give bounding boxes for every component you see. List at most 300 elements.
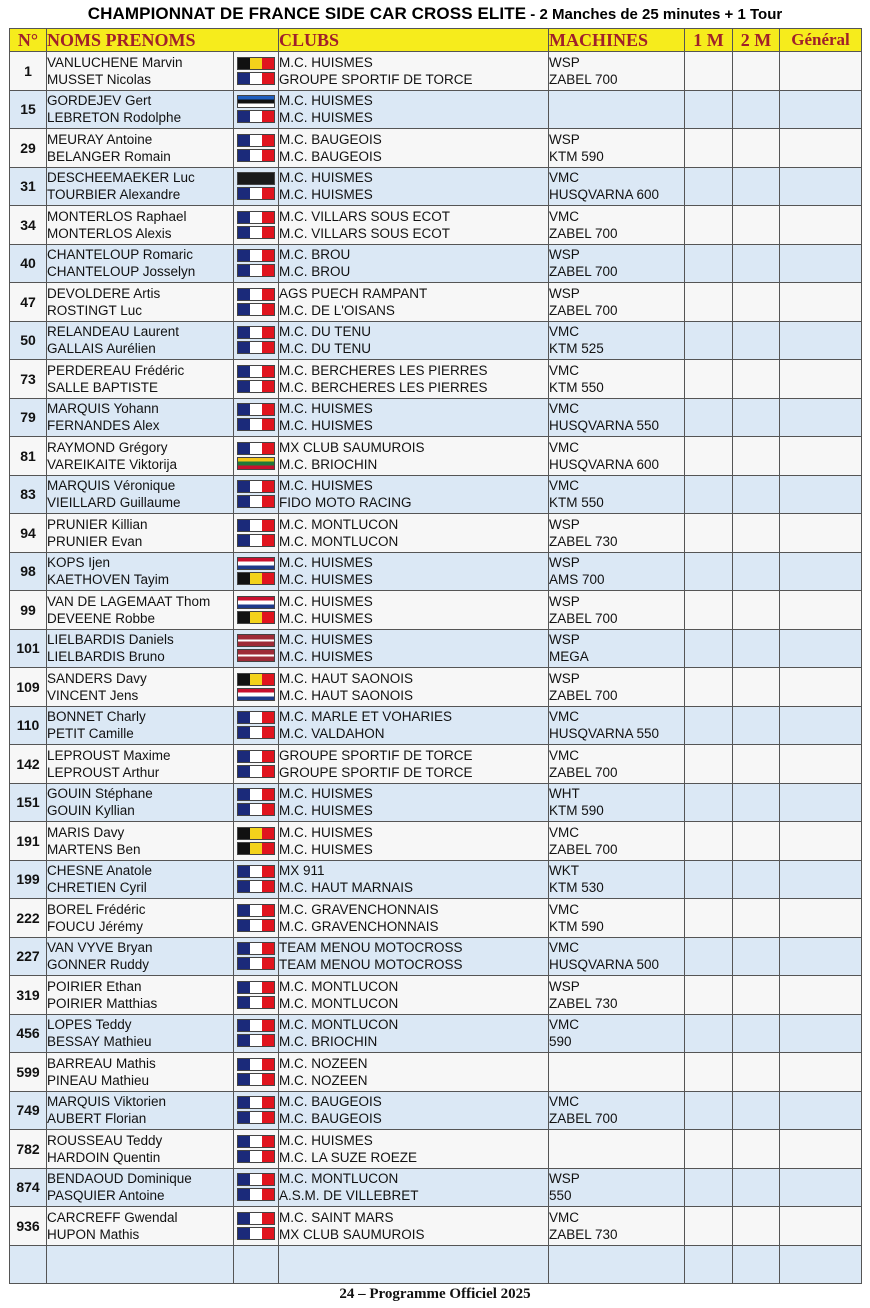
nationality-flags — [234, 52, 279, 91]
flag-fr-icon — [237, 726, 275, 739]
general-result — [780, 206, 862, 245]
flag-fr-icon — [237, 110, 275, 123]
crew-names — [47, 1014, 234, 1053]
crew-clubs — [279, 129, 549, 168]
club-name: GROUPE SPORTIF DE TORCE — [279, 71, 473, 87]
crew-clubs — [279, 899, 549, 938]
crew-clubs — [279, 1130, 549, 1169]
driver-name: POIRIER Ethan — [47, 978, 142, 994]
driver-name: VANLUCHENE Marvin — [47, 54, 183, 70]
table-row — [10, 437, 862, 476]
table-row — [10, 937, 862, 976]
crew-clubs — [279, 1245, 549, 1284]
driver-name: LOPES Teddy — [47, 1017, 132, 1033]
flag-fr-icon — [237, 226, 275, 239]
crew-clubs — [279, 360, 549, 399]
club-name: M.C. HUISMES — [279, 478, 373, 494]
engine-name: HUSQVARNA 600 — [549, 456, 660, 472]
flag-fr-icon — [237, 1173, 275, 1186]
passenger-name: PINEAU Mathieu — [47, 1072, 150, 1088]
race-1-result — [685, 899, 733, 938]
crew-names — [47, 90, 234, 129]
crew-names — [47, 976, 234, 1015]
table-row — [10, 706, 862, 745]
chassis-name: VMC — [549, 1094, 579, 1110]
flag-fr-icon — [237, 480, 275, 493]
engine-name: ZABEL 700 — [549, 841, 618, 857]
club-name: M.C. BAUGEOIS — [279, 148, 382, 164]
flag-fr-icon — [237, 1111, 275, 1124]
nationality-flags — [234, 360, 279, 399]
crew-clubs — [279, 475, 549, 514]
club-name: M.C. HUISMES — [279, 824, 373, 840]
club-name: GROUPE SPORTIF DE TORCE — [279, 764, 473, 780]
chassis-name — [549, 1132, 684, 1149]
crew-number: 47 — [10, 283, 47, 322]
crew-names — [47, 1130, 234, 1169]
crew-machine — [549, 437, 685, 476]
crew-number: 191 — [10, 822, 47, 861]
club-name: M.C. BRIOCHIN — [279, 1034, 378, 1050]
flag-dark-icon — [237, 172, 275, 185]
race-2-result — [733, 899, 780, 938]
race-2-result — [733, 244, 780, 283]
crew-machine — [549, 360, 685, 399]
passenger-name: VIEILLARD Guillaume — [47, 495, 181, 511]
title-subtitle: - 2 Manches de 25 minutes + 1 Tour — [526, 6, 783, 23]
crew-machine — [549, 745, 685, 784]
general-result — [780, 629, 862, 668]
race-2-result — [733, 437, 780, 476]
general-result — [780, 822, 862, 861]
driver-name: BARREAU Mathis — [47, 1055, 156, 1071]
nationality-flags — [234, 1091, 279, 1130]
chassis-name: VMC — [549, 478, 579, 494]
general-result — [780, 1014, 862, 1053]
driver-name: DEVOLDERE Artis — [47, 285, 161, 301]
passenger-name: VINCENT Jens — [47, 687, 139, 703]
table-row — [10, 822, 862, 861]
table-row — [10, 1130, 862, 1169]
club-name: M.C. HUISMES — [279, 610, 373, 626]
nationality-flags — [234, 321, 279, 360]
race-1-result — [685, 745, 733, 784]
flag-fr-icon — [237, 303, 275, 316]
driver-name: CARCREFF Gwendal — [47, 1209, 178, 1225]
crew-names — [47, 1053, 234, 1092]
flag-fr-icon — [237, 249, 275, 262]
table-header-row — [10, 29, 862, 52]
club-name: MX 911 — [279, 863, 325, 879]
engine-name — [549, 1072, 684, 1089]
race-2-result — [733, 129, 780, 168]
driver-name: BOREL Frédéric — [47, 901, 146, 917]
passenger-name: SALLE BAPTISTE — [47, 379, 159, 395]
race-2-result — [733, 1053, 780, 1092]
chassis-name: VMC — [549, 709, 579, 725]
header-names: NOMS PRENOMS — [47, 29, 279, 52]
club-name: M.C. HUISMES — [279, 649, 373, 665]
crew-clubs — [279, 167, 549, 206]
club-name: AGS PUECH RAMPANT — [279, 285, 428, 301]
engine-name — [549, 1149, 684, 1166]
flag-fr-icon — [237, 1227, 275, 1240]
club-name: M.C. NOZEEN — [279, 1072, 368, 1088]
crew-number: 749 — [10, 1091, 47, 1130]
race-1-result — [685, 1207, 733, 1246]
crew-number: 73 — [10, 360, 47, 399]
general-result — [780, 552, 862, 591]
crew-clubs — [279, 1014, 549, 1053]
race-2-result — [733, 1168, 780, 1207]
passenger-name: MUSSET Nicolas — [47, 71, 152, 87]
flag-be-icon — [237, 673, 275, 686]
crew-clubs — [279, 398, 549, 437]
chassis-name: WSP — [549, 285, 580, 301]
general-result — [780, 1245, 862, 1284]
crew-clubs — [279, 1207, 549, 1246]
nationality-flags — [234, 398, 279, 437]
chassis-name: WSP — [549, 1171, 580, 1187]
engine-name: ZABEL 700 — [549, 764, 618, 780]
club-name: GROUPE SPORTIF DE TORCE — [279, 747, 473, 763]
chassis-name: WSP — [549, 247, 580, 263]
crew-number — [10, 1245, 47, 1284]
flag-fr-icon — [237, 1096, 275, 1109]
flag-fr-icon — [237, 418, 275, 431]
flag-fr-icon — [237, 996, 275, 1009]
crew-clubs — [279, 206, 549, 245]
driver-name: CHANTELOUP Romaric — [47, 247, 194, 263]
flag-fr-icon — [237, 880, 275, 893]
table-row — [10, 360, 862, 399]
driver-name: VAN DE LAGEMAAT Thom — [47, 593, 211, 609]
flag-fr-icon — [237, 1150, 275, 1163]
crew-machine — [549, 90, 685, 129]
driver-name: RELANDEAU Laurent — [47, 324, 180, 340]
flag-fr-icon — [237, 442, 275, 455]
crew-names — [47, 1091, 234, 1130]
crew-machine — [549, 552, 685, 591]
crew-number: 874 — [10, 1168, 47, 1207]
race-1-result — [685, 706, 733, 745]
driver-name: GOUIN Stéphane — [47, 786, 153, 802]
driver-name: MEURAY Antoine — [47, 131, 153, 147]
flag-fr-icon — [237, 942, 275, 955]
crew-number: 151 — [10, 783, 47, 822]
nationality-flags — [234, 206, 279, 245]
engine-name: KTM 530 — [549, 880, 604, 896]
nationality-flags — [234, 822, 279, 861]
passenger-name: BESSAY Mathieu — [47, 1034, 152, 1050]
chassis-name — [549, 92, 684, 109]
crew-number: 1 — [10, 52, 47, 91]
crew-clubs — [279, 244, 549, 283]
header-machines: MACHINES — [549, 29, 685, 52]
club-name: TEAM MENOU MOTOCROSS — [279, 957, 463, 973]
nationality-flags — [234, 899, 279, 938]
club-name: M.C. MONTLUCON — [279, 995, 399, 1011]
race-2-result — [733, 475, 780, 514]
club-name: M.C. VILLARS SOUS ECOT — [279, 225, 451, 241]
flag-be-icon — [237, 842, 275, 855]
crew-names — [47, 745, 234, 784]
race-1-result — [685, 937, 733, 976]
passenger-name: DEVEENE Robbe — [47, 610, 156, 626]
crew-clubs — [279, 629, 549, 668]
race-1-result — [685, 167, 733, 206]
driver-name: BONNET Charly — [47, 709, 146, 725]
crew-number: 79 — [10, 398, 47, 437]
chassis-name: WSP — [549, 670, 580, 686]
club-name: M.C. MONTLUCON — [279, 1171, 399, 1187]
crew-names — [47, 629, 234, 668]
crew-machine — [549, 629, 685, 668]
crew-clubs — [279, 283, 549, 322]
club-name: M.C. HAUT SAONOIS — [279, 687, 414, 703]
race-1-result — [685, 90, 733, 129]
header-race-1: 1 M — [685, 29, 733, 52]
race-2-result — [733, 591, 780, 630]
flag-fr-icon — [237, 1019, 275, 1032]
table-row — [10, 783, 862, 822]
flag-fr-icon — [237, 149, 275, 162]
flag-be-icon — [237, 572, 275, 585]
crew-number: 98 — [10, 552, 47, 591]
nationality-flags — [234, 475, 279, 514]
crew-names — [47, 783, 234, 822]
nationality-flags — [234, 668, 279, 707]
nationality-flags — [234, 591, 279, 630]
nationality-flags — [234, 1168, 279, 1207]
race-1-result — [685, 437, 733, 476]
club-name: M.C. MARLE ET VOHARIES — [279, 709, 453, 725]
flag-fr-icon — [237, 1135, 275, 1148]
race-2-result — [733, 1014, 780, 1053]
general-result — [780, 437, 862, 476]
club-name: M.C. HUISMES — [279, 786, 373, 802]
engine-name: ZABEL 700 — [549, 71, 618, 87]
race-1-result — [685, 475, 733, 514]
table-row — [10, 1053, 862, 1092]
passenger-name: FERNANDES Alex — [47, 418, 160, 434]
nationality-flags — [234, 783, 279, 822]
general-result — [780, 283, 862, 322]
flag-fr-icon — [237, 211, 275, 224]
club-name: M.C. BRIOCHIN — [279, 456, 378, 472]
flag-fr-icon — [237, 919, 275, 932]
flag-fr-icon — [237, 264, 275, 277]
engine-name: ZABEL 730 — [549, 995, 618, 1011]
race-2-result — [733, 822, 780, 861]
chassis-name: VMC — [549, 324, 579, 340]
crew-names — [47, 167, 234, 206]
passenger-name: MONTERLOS Alexis — [47, 225, 172, 241]
table-row — [10, 860, 862, 899]
general-result — [780, 244, 862, 283]
flag-fr-icon — [237, 711, 275, 724]
flag-fr-icon — [237, 1034, 275, 1047]
crew-clubs — [279, 668, 549, 707]
crew-names — [47, 937, 234, 976]
crew-names — [47, 1207, 234, 1246]
passenger-name: PRUNIER Evan — [47, 533, 143, 549]
driver-name: KOPS Ijen — [47, 555, 111, 571]
header-race-2: 2 M — [733, 29, 780, 52]
crew-number: 456 — [10, 1014, 47, 1053]
club-name: M.C. BROU — [279, 247, 351, 263]
table-row — [10, 475, 862, 514]
crew-clubs — [279, 90, 549, 129]
passenger-name — [47, 1264, 233, 1281]
crew-names — [47, 514, 234, 553]
general-result — [780, 321, 862, 360]
passenger-name: POIRIER Matthias — [47, 995, 158, 1011]
nationality-flags — [234, 437, 279, 476]
engine-name: 550 — [549, 1188, 572, 1204]
passenger-name: PASQUIER Antoine — [47, 1188, 165, 1204]
passenger-name: CHRETIEN Cyril — [47, 880, 147, 896]
crew-clubs — [279, 1053, 549, 1092]
crew-clubs — [279, 1091, 549, 1130]
header-general: Général — [780, 29, 862, 52]
crew-machine — [549, 321, 685, 360]
table-row — [10, 1014, 862, 1053]
crew-number: 83 — [10, 475, 47, 514]
passenger-name: MARTENS Ben — [47, 841, 141, 857]
passenger-name: BELANGER Romain — [47, 148, 171, 164]
club-name: M.C. VALDAHON — [279, 726, 385, 742]
crew-number: 101 — [10, 629, 47, 668]
race-2-result — [733, 514, 780, 553]
flag-fr-icon — [237, 341, 275, 354]
flag-nl-icon — [237, 688, 275, 701]
flag-fr-icon — [237, 1073, 275, 1086]
driver-name: LIELBARDIS Daniels — [47, 632, 174, 648]
driver-name: MONTERLOS Raphael — [47, 208, 187, 224]
club-name: M.C. SAINT MARS — [279, 1209, 394, 1225]
engine-name: ZABEL 700 — [549, 264, 618, 280]
crew-number: 81 — [10, 437, 47, 476]
crew-number: 142 — [10, 745, 47, 784]
general-result — [780, 1053, 862, 1092]
race-1-result — [685, 822, 733, 861]
general-result — [780, 475, 862, 514]
nationality-flags — [234, 167, 279, 206]
crew-machine — [549, 167, 685, 206]
crew-machine — [549, 976, 685, 1015]
table-row — [10, 976, 862, 1015]
chassis-name: VMC — [549, 170, 579, 186]
crew-names — [47, 552, 234, 591]
crew-clubs — [279, 937, 549, 976]
passenger-name: LEPROUST Arthur — [47, 764, 160, 780]
race-2-result — [733, 860, 780, 899]
chassis-name: VMC — [549, 401, 579, 417]
crew-machine — [549, 783, 685, 822]
driver-name: RAYMOND Grégory — [47, 439, 168, 455]
nationality-flags — [234, 244, 279, 283]
race-2-result — [733, 321, 780, 360]
flag-fr-icon — [237, 803, 275, 816]
engine-name: HUSQVARNA 550 — [549, 418, 660, 434]
engine-name: ZABEL 700 — [549, 1111, 618, 1127]
race-1-result — [685, 668, 733, 707]
passenger-name: KAETHOVEN Tayim — [47, 572, 170, 588]
page-footer: 24 – Programme Officiel 2025 — [339, 1286, 531, 1302]
club-name: M.C. DU TENU — [279, 324, 372, 340]
general-result — [780, 1091, 862, 1130]
race-1-result — [685, 860, 733, 899]
nationality-flags — [234, 1130, 279, 1169]
race-1-result — [685, 283, 733, 322]
nationality-flags — [234, 1207, 279, 1246]
club-name: M.C. HUISMES — [279, 170, 373, 186]
crew-number: 29 — [10, 129, 47, 168]
crew-number: 936 — [10, 1207, 47, 1246]
flag-fr-icon — [237, 288, 275, 301]
club-name: M.C. BROU — [279, 264, 351, 280]
engine-name: ZABEL 700 — [549, 687, 618, 703]
passenger-name: AUBERT Florian — [47, 1111, 147, 1127]
chassis-name: VMC — [549, 901, 579, 917]
club-name: M.C. DE L'OISANS — [279, 302, 395, 318]
engine-name: ZABEL 700 — [549, 225, 618, 241]
general-result — [780, 591, 862, 630]
crew-names — [47, 899, 234, 938]
table-row — [10, 283, 862, 322]
table-row — [10, 52, 862, 91]
crew-names — [47, 244, 234, 283]
crew-number: 50 — [10, 321, 47, 360]
engine-name — [549, 109, 684, 126]
club-name: M.C. MONTLUCON — [279, 533, 399, 549]
race-1-result — [685, 591, 733, 630]
club-name — [279, 1264, 548, 1281]
flag-lv-icon — [237, 634, 275, 647]
flag-fr-icon — [237, 534, 275, 547]
table-row — [10, 90, 862, 129]
table-row — [10, 591, 862, 630]
race-1-result — [685, 321, 733, 360]
chassis-name: WSP — [549, 54, 580, 70]
club-name: FIDO MOTO RACING — [279, 495, 412, 511]
engine-name: ZABEL 700 — [549, 302, 618, 318]
nationality-flags — [234, 90, 279, 129]
crew-machine — [549, 899, 685, 938]
race-1-result — [685, 976, 733, 1015]
crew-names — [47, 475, 234, 514]
race-1-result — [685, 244, 733, 283]
crew-clubs — [279, 321, 549, 360]
driver-name: MARQUIS Viktorien — [47, 1094, 167, 1110]
club-name: A.S.M. DE VILLEBRET — [279, 1188, 419, 1204]
crew-clubs — [279, 514, 549, 553]
table-row — [10, 206, 862, 245]
driver-name: MARQUIS Yohann — [47, 401, 159, 417]
chassis-name: WSP — [549, 632, 580, 648]
race-1-result — [685, 1014, 733, 1053]
engine-name: KTM 550 — [549, 495, 604, 511]
crew-number: 40 — [10, 244, 47, 283]
crew-machine — [549, 398, 685, 437]
flag-fr-icon — [237, 72, 275, 85]
driver-name — [47, 1247, 233, 1264]
driver-name: MARQUIS Véronique — [47, 478, 176, 494]
race-2-result — [733, 706, 780, 745]
nationality-flags — [234, 745, 279, 784]
chassis-name: VMC — [549, 1017, 579, 1033]
